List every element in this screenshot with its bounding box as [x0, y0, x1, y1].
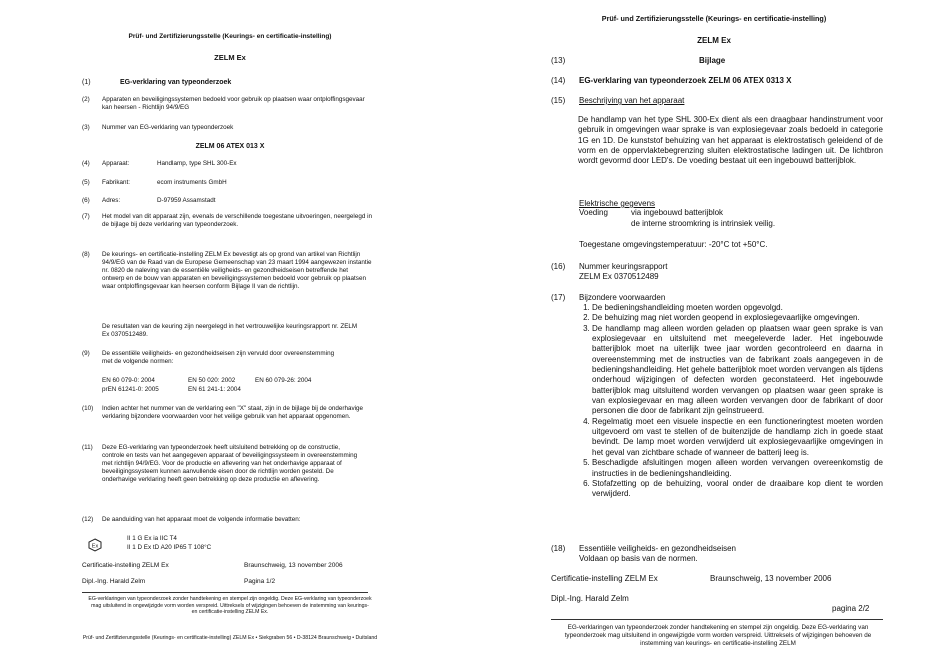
section-number: (9) — [82, 350, 90, 357]
standards-list — [102, 377, 402, 397]
section-number: (13) — [551, 56, 566, 65]
certificate-page-1 — [0, 0, 460, 662]
section-text: EG-verklaring van typeonderzoek ZELM 06 ATEX 0313 X — [579, 76, 792, 85]
condition-item: 3. De handlamp mag alleen worden geladen op plaatsen waar geen sprake is van explosiegevaar en uitsluitend met meegeleverde lader. Het ingebouwde batterijblok moet na uiterlijk twee jaar worden gecontroleerd en daarna in overeenstemming met de instructies van de fabrikant zoals aangegeven in de bedieningshandleiding. Het gehele batterijblok moet worden vervangen als tijdens onderhoud wijzigingen of defecten worden geconstateerd. Het ingebouwde batterijblok mag uitsluitend worden vervangen op plaatsen waar geen sprake is van explosiegevaar en mag alleen worden vervangen door de fabrikant of door personen die door de fabrikant zijn geïnstrueerd. — [592, 324, 883, 417]
section-number: (6) — [82, 197, 90, 204]
page-header: Prüf- und Zertifizierungsstelle (Keurings- en certificatie-instelling) — [128, 33, 332, 40]
section-text: Apparaten en beveiligingssystemen bedoeld voor gebruik op plaatsen waar ontploffingsgevaar kan heersen - Richtlijn 94/9/EG — [102, 96, 365, 111]
ex-symbol: Ex — [91, 543, 99, 550]
section-number: (17) — [551, 293, 566, 302]
page-header: Prüf- und Zertifizierungsstelle (Keurings- en certificatie-instelling) — [601, 14, 827, 23]
annex-title: Bijlage — [699, 56, 726, 65]
footnote: EG-verklaringen van typeonderzoek zonder handtekening en stempel zijn ongeldig. Deze EG-verklaring van typeonderzoek mag uitsluitend in ongewijzigde vorm worden verspreid. Uittreksels of wijzigingen behoeven de instemming van keurings- en certificatie-instelling ZELM — [564, 624, 872, 647]
condition-item: 6. Stofafzetting op de behuizing, vooral onder de draaibare kop dient te worden verwijderd. — [592, 479, 883, 500]
section-number: (18) — [551, 544, 566, 553]
section-number: (3) — [82, 124, 90, 131]
section-number: (11) — [82, 444, 93, 451]
section-number: (5) — [82, 179, 90, 186]
field-label: Apparaat: — [102, 160, 130, 167]
section-number: (10) — [82, 405, 94, 412]
certificate-page-2 — [478, 0, 950, 662]
section-text: Indien achter het nummer van de verklaring een "X" staat, zijn in de bijlage bij de onderhavige verklaring bijzondere voorwaarden voor het veilige gebruik van het apparaat opgenomen. — [102, 405, 364, 420]
section-text: Nummer van EG-verklaring van typeonderzoek — [102, 124, 234, 131]
marking-line-2: II 1 D Ex tD A20 IP65 T 108°C — [127, 544, 212, 551]
condition-item: 5. Beschadigde afsluitingen mogen alleen worden vervangen overeenkomstig de instructies in de bedieningshandleiding. — [592, 458, 883, 479]
field-value: D-97959 Assamstadt — [157, 197, 216, 204]
org-name: ZELM Ex — [697, 36, 731, 45]
sign-name: Dipl.-Ing. Harald Zelm — [82, 578, 146, 585]
section-number: (12) — [82, 516, 94, 523]
standard-item: EN 50 020: 2002 — [188, 377, 236, 384]
section-text-2: De resultaten van de keuring zijn neergelegd in het vertrouwelijke keuringsrapport nr. ZELM Ex 0370512489. — [102, 323, 358, 338]
section-title: Bijzondere voorwaarden — [579, 293, 666, 302]
condition-item: 1. De bedieningshandleiding moeten worden opgevolgd. — [592, 303, 883, 313]
sign-place-date: Braunschweig, 13 november 2006 — [244, 562, 343, 569]
standard-item: EN 60 079-0: 2004 — [102, 377, 155, 384]
section-text: Het model van dit apparaat zijn, evenals de verschillende toegestane uitvoeringen, neergelegd in de bijlage bij deze verklaring van typeonderzoek. — [102, 213, 372, 228]
page-gutter — [460, 0, 478, 662]
sign-name: Dipl.-Ing. Harald Zelm — [551, 594, 629, 603]
footer-address: Prüf- und Zertifizierungsstelle (Keurings- en certificatie-instelling) ZELM Ex • Siekgraben 56 • D-38124 Braunschweig • Duitsland — [82, 635, 378, 641]
section-value: Voldaan op basis van de normen. — [579, 554, 698, 563]
field-label: Adres: — [102, 197, 121, 204]
sign-place-date: Braunschweig, 13 november 2006 — [710, 574, 832, 583]
marking-line-1: II 1 G Ex ia IIC T4 — [127, 535, 177, 542]
condition-item: 4. Regelmatig moet een visuele inspectie en een functioneringtest moeten worden uitgevoerd om vast te stellen of de buitenzijde de handlamp zich in goede staat bevindt. De lamp moet worden verwijderd uit explosiegevaarlijke omgevingen in het geval van zichtbare schade of wanneer de batterij leeg is. — [592, 417, 883, 458]
section-number: (15) — [551, 96, 566, 105]
standard-item: EN 60 079-26: 2004 — [255, 377, 312, 384]
report-number: ZELM Ex 0370512489 — [579, 272, 659, 281]
sign-org: Certificatie-instelling ZELM Ex — [551, 574, 658, 583]
section-title: Nummer keuringsrapport — [579, 262, 668, 271]
ex-hexagon-icon — [88, 538, 102, 557]
section-title: Essentiële veiligheids- en gezondheidseisen — [579, 544, 736, 553]
certificate-number: ZELM 06 ATEX 013 X — [195, 143, 265, 150]
page-label: Pagina 1/2 — [244, 578, 276, 585]
supply-value-2: de interne stroomkring is intrinsiek veilig. — [631, 219, 776, 228]
electrical-data-title: Elektrische gegevens — [579, 199, 656, 208]
device-description: De handlamp van het type SHL 300-Ex dient als een draagbaar handinstrument voor gebruik in omgevingen waar sprake is van explosiegevaar zoals bedoeld in categorie 1G en 1D. De kunststof behuizing van het apparaat is elektrostatisch geleidend of de vorm en de oppervlaktebegrenzing sluiten elektrostatische ladingen uit. De lichtbron wordt gevormd door LED's. De voeding bestaat uit een ingebouwd batterijblok. — [578, 115, 883, 166]
section-text: Deze EG-verklaring van typeonderzoek heeft uitsluitend betrekking op de constructie, controle en tests van het aangegeven apparaat of beveiligingssysteem in overeenstemming met richtlijn 94/9/EG. Voor de productie en aflevering van het onderhavige apparaat of beveiligingssysteem kunnen aanvullende eisen door de richtlijn worden gesteld. De onderhavige verklaring heeft geen betrekking op deze productie en aflevering. — [102, 444, 358, 483]
document-title: EG-verklaring van typeonderzoek — [120, 79, 232, 86]
section-number: (14) — [551, 76, 566, 85]
section-number: (4) — [82, 160, 90, 167]
footer-divider — [551, 619, 883, 620]
org-name: ZELM Ex — [214, 53, 246, 62]
section-text: De keurings- en certificatie-instelling ZELM Ex bevestigt als op grond van artikel van Richtlijn 94/9/EG van de Raad van de Europese Gemeenschap van 23 maart 1994 aangewezen instantie nr. 0820 de naleving van de essentiële veiligheids- en gezondheidseisen betreffende het ontwerp en de bouw van apparaten en beveiligingssystemen bedoeld voor gebruik op plaatsen waar ontploffingsgevaar kan heersen conform Bijlage II van de richtlijn. — [102, 251, 372, 290]
section-number: (16) — [551, 262, 566, 271]
section-text: De aanduiding van het apparaat moet de volgende informatie bevatten: — [102, 516, 301, 523]
condition-item: 2. De behuizing mag niet worden geopend in explosiegevaarlijke omgevingen. — [592, 313, 883, 323]
section-text: De essentiële veiligheids- en gezondheidseisen zijn vervuld door overeenstemming met de volgende normen: — [102, 350, 335, 365]
special-conditions — [578, 303, 883, 500]
ambient-temperature: Toegestane omgevingstemperatuur: -20°C tot +50°C. — [579, 240, 768, 249]
section-title: Beschrijving van het apparaat — [579, 96, 685, 105]
footnote: EG-verklaringen van typeonderzoek zonder handtekening en stempel zijn ongeldig. Deze EG-verklaring van typeonderzoek mag uitsluitend in ongewijzigde vorm worden verspreid. Uittreksels of wijzigingen behoeven de instemming van keurings- en certificatie-instelling ZELM Ex. — [88, 596, 372, 615]
section-number: (8) — [82, 251, 90, 258]
sign-org: Certificatie-instelling ZELM Ex — [82, 562, 169, 569]
section-number: (7) — [82, 213, 90, 220]
standard-item: prEN 61241-0: 2005 — [102, 386, 159, 393]
field-value: ecom instruments GmbH — [157, 179, 227, 186]
page-label: pagina 2/2 — [832, 604, 870, 613]
field-label: Fabrikant: — [102, 179, 130, 186]
section-number: (1) — [82, 79, 91, 86]
section-number: (2) — [82, 96, 90, 103]
field-value: Handlamp, type SHL 300-Ex — [157, 160, 237, 167]
supply-value-1: via ingebouwd batterijblok — [631, 208, 724, 217]
supply-label: Voeding — [579, 208, 608, 217]
standard-item: EN 61 241-1: 2004 — [188, 386, 241, 393]
footer-divider — [82, 592, 368, 593]
